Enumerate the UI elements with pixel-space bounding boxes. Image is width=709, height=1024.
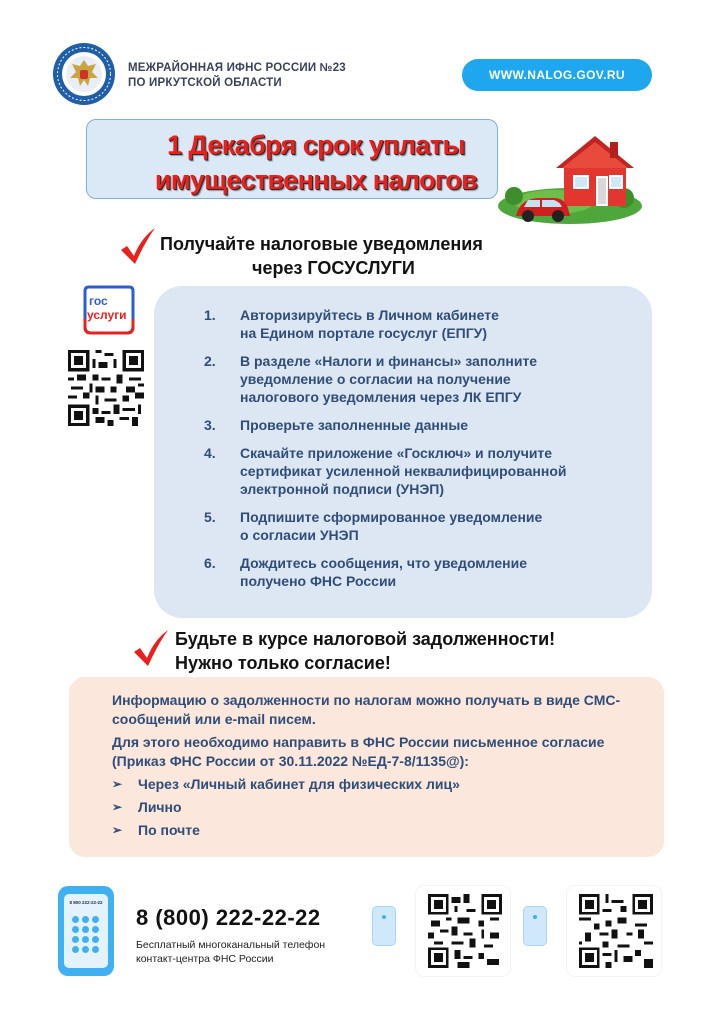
checkmark-icon [119,226,157,266]
debt-info-text [112,691,652,844]
qr-code[interactable] [579,894,653,968]
option-text: Через «Личный кабинет для физических лиц» [138,776,460,792]
debt-heading [175,627,555,675]
arrow-bullet-icon: ➢ [112,777,123,791]
gosuslugi-heading-line-2: через ГОСУСЛУГИ [252,258,415,278]
fns-emblem-icon [52,42,116,106]
option-text: По почте [138,822,200,838]
qr-card [523,886,661,976]
arrow-bullet-icon: ➢ [112,800,123,814]
info-paragraph-1: Информацию о задолженности по налогам можно получать в виде СМС-сообщений или e-mail писем. [112,692,621,727]
step-text: Скачайте приложение «Госключ» и получите сертификат усиленной неквалифицированной электронной подписи (УНЭП) [240,445,567,497]
step-number: 5. [204,509,216,525]
list-item [204,306,634,342]
arrow-bullet-icon: ➢ [112,823,123,837]
org-line-1: МЕЖРАЙОННАЯ ИФНС РОССИИ №23 [128,62,346,74]
list-item [204,508,634,544]
step-text: В разделе «Налоги и финансы» заполните уведомление о согласии на получение налогового уведомления через ЛК ЕПГУ [240,353,538,405]
list-item [112,775,652,794]
list-item [204,352,634,406]
organization-name [128,61,346,91]
list-item [204,444,634,498]
step-number: 3. [204,417,216,433]
debt-heading-line-1: Будьте в курсе налоговой задолженности! [175,629,556,649]
smartphone-icon [372,906,396,946]
gosuslugi-logo [79,283,139,337]
hotline-description-line-1: Бесплатный многоканальный телефон [136,939,326,951]
page-title [86,128,546,198]
title-line-2: имущественных налогов [154,165,478,195]
list-item [204,554,634,590]
gosuslugi-heading-line-1: Получайте налоговые уведомления [160,234,483,254]
step-text: Подпишите сформированное уведомление о согласии УНЭП [240,509,543,543]
debt-heading-line-2: Нужно только согласие! [175,653,391,673]
step-text: Проверьте заполненные данные [240,417,469,433]
consent-options-list [112,775,652,840]
step-number: 4. [204,445,216,461]
qr-card [372,886,510,976]
list-item [112,798,652,817]
step-number: 2. [204,353,216,369]
list-item [204,416,634,434]
qr-code[interactable] [68,350,144,426]
keypad-icon [72,916,100,953]
title-line-1: 1 Декабря срок уплаты [167,130,465,160]
hotline-number[interactable]: 8 (800) 222-22-22 [136,905,321,930]
house-with-car-icon [494,128,646,228]
step-text: Авторизируйтесь в Личном кабинете на Едином портале госуслуг (ЕПГУ) [240,307,499,341]
gos-logo-line-1: гос [89,294,108,308]
qr-code[interactable] [428,894,502,968]
phone-icon [58,886,114,976]
info-paragraph-2: Для этого необходимо направить в ФНС России письменное согласие (Приказ ФНС России от 30.11.2022 №ЕД-7-8/1135@): [112,734,605,769]
phone-mini-number: 8 800 222-22-22 [69,900,103,905]
website-link[interactable]: WWW.NALOG.GOV.RU [462,59,652,91]
org-line-2: ПО ИРКУТСКОЙ ОБЛАСТИ [128,77,282,89]
step-number: 6. [204,555,216,571]
list-item [112,821,652,840]
gos-logo-line-2: услуги [87,308,127,322]
checkmark-icon [132,628,170,668]
hotline-description-line-2: контакт-центра ФНС России [136,953,274,965]
hotline-description [136,938,376,966]
step-text: Дождитесь сообщения, что уведомление получено ФНС России [240,555,528,589]
gosuslugi-heading [160,232,483,280]
smartphone-icon [523,906,547,946]
option-text: Лично [138,799,182,815]
steps-list [204,306,634,600]
step-number: 1. [204,307,216,323]
phone-screen [64,894,108,968]
